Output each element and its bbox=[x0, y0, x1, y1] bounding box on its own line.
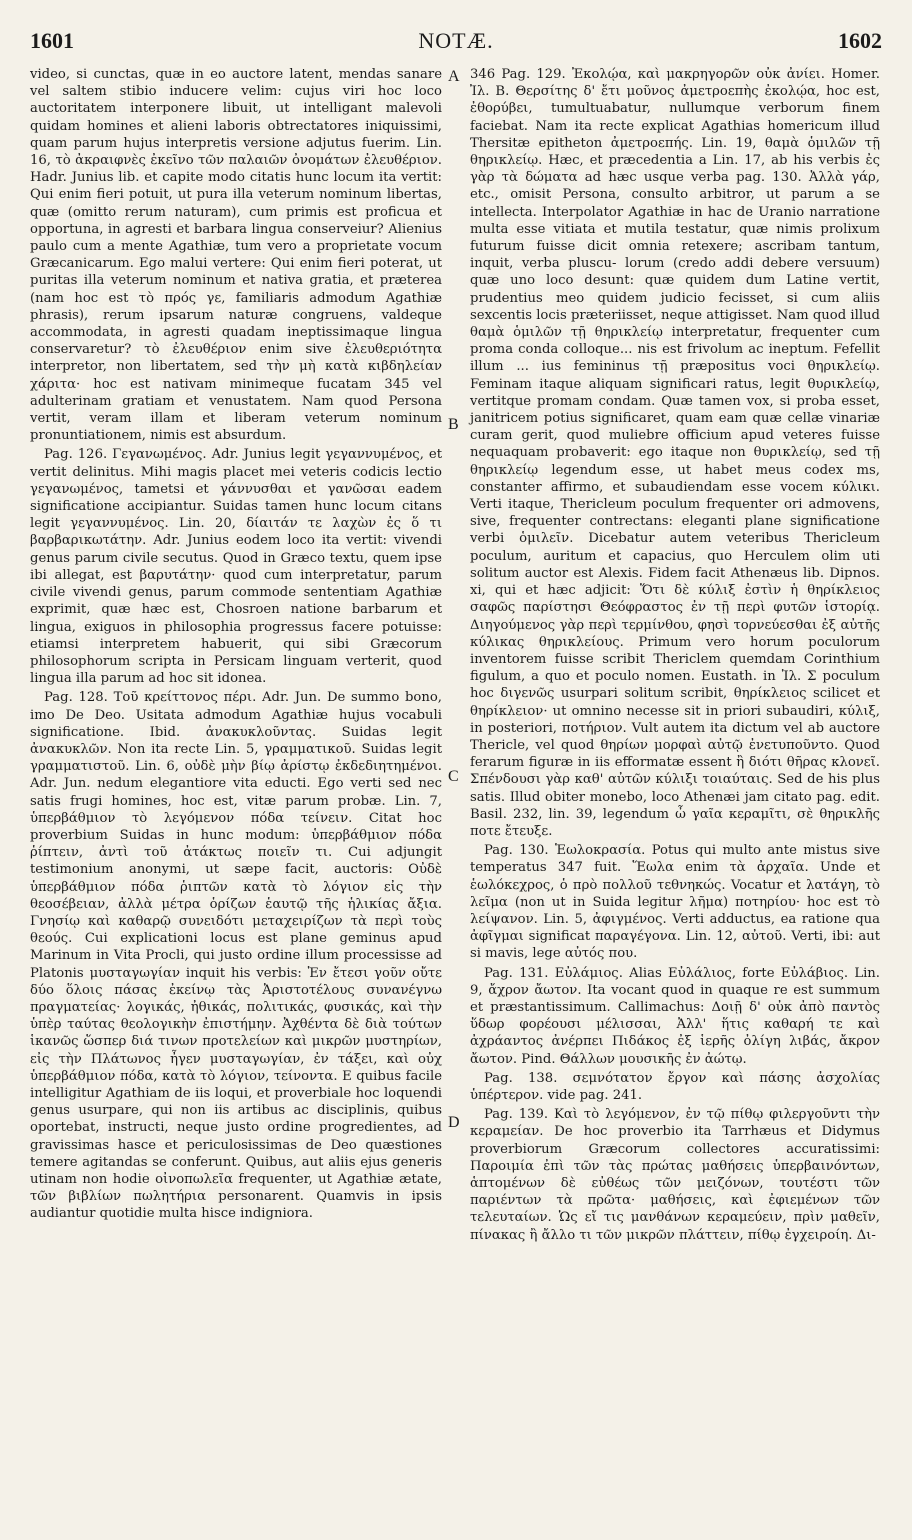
paragraph: Pag. 139. Καὶ τὸ λεγόμενον, ἐν τῷ πίθῳ φιλεργοῦντι τὴν κεραμείαν. De hoc proverbio ita Tarrhæus et Didymus proverbiorum Græcorum collectores accuratissimi: Παροιμία ἐπὶ τῶν τὰς πρώτας μαθήσεις ὑπερβαινόντων, ἁπτομένων δὲ εὐθέως τῶν μειζόνων, τουτέστι τῶν παριέντων τὰ πρῶτα· μαθήσεις, καὶ ἐφιεμένων τῶν τελευταίων. Ὡς εἴ τις μανθάνων κεραμεύειν, πρὶν μαθεῖν, πίνακας ἢ ἄλλο τι τῶν μικρῶν πλάττειν, πίθῳ ἐγχειροίη. Δι- bbox=[470, 1107, 880, 1243]
margin-marker-d: D bbox=[448, 1114, 460, 1131]
paragraph: Pag. 130. Ἑωλοκρασία. Potus qui multo ante mistus sive temperatus 347 fuit. Ἕωλα enim τὰ ἀρχαῖα. Unde et ἑωλόκεχρος, ὁ πρὸ πολλοῦ τεθνηκώς. Vocatur et λατάγη, τὸ λεῖμα (non ut in Suida legitur λῆμα) ποτηρίου· hoc est τὸ λείψανον. Lin. 5, ἀφιγμένος. Verti adductus, ea ratione qua ἀφῖγμαι significat παραγέγονα. Lin. 12, αὐτοῦ. Verti, ibi: aut si mavis, lege αὐτός που. bbox=[470, 843, 880, 962]
paragraph: video, si cunctas, quæ in eo auctore latent, mendas sanare vel saltem stibio inducere velim: cujus viri hoc loco auctoritatem interponere libuit, ut intelligant malevoli quidam homines et alieni laboris obtrectatores iniquissimi, quam parum hujus interpretis versione adjutus fuerim. Lin. 16, τὸ ἀκραιφνὲς ἐκεῖνο τῶν παλαιῶν ὀνομάτων ἐλευθέριον. Hadr. Junius lib. et capite modo citatis hunc locum ita vertit: Qui enim fieri potuit, ut pura illa veterum nominum libertas, quæ (omitto rerum naturam), cum primis est proficua et opportuna, in agresti et barbara lingua conserveiur? Alienius paulo cum a mente Agathiæ, tum vero a proprietate vocum Græcanicarum. Ego malui vertere: Qui enim fieri poterat, ut puritas illa veterum nominum et nativa gratia, et præterea (nam hoc est τὸ πρός γε, familiaris admodum Agathiæ phrasis), rerum ipsarum naturæ congruens, valdeque accommodata, in agresti quadam ineptissimaque lingua conservaretur? τὸ ἐλευθέριον enim sive ἐλευθεριότητα interpretor, non libertatem, sed τὴν μὴ κατὰ κιβδηλείαν χάριτα· hoc est nativam minimeque fucatam 345 vel adulterinam gratiam et venustatem. Nam quod Persona vertit, veram illam et liberam veterum nominum pronuntiationem, nimis est absurdum. bbox=[30, 67, 442, 444]
paragraph: Pag. 126. Γεγανωμένος. Adr. Junius legit γεγαννυμένος, et vertit delinitus. Mihi magis placet mei veteris codicis lectio γεγανωμένος, tametsi et γάννυσθαι et γανῶσαι eadem significatione accipiantur. Suidas tamen hunc locum citans legit γεγαννυμένος. Lin. 20, δίαιτάν τε λαχὼν ἐς ὅ τι βαρβαρικωτάτην. Adr. Junius eodem loco ita vertit: vivendi genus parum civile secutus. Quod in Græco textu, quem ipse ibi allegat, est βαρυτάτην· quod cum interpretatur, parum civile vivendi genus, parum commode sententiam Agathiæ exprimit, quæ hæc est, Chosroen natione barbarum et lingua, exiguos in philosophia progressus facere potuisse: etiamsi interpretem habuerit, qui sibi Græcorum philosophorum scripta in Persicam linguam verterit, quod lingua illa parum ad hoc sit idonea. bbox=[30, 447, 442, 687]
paragraph: Pag. 131. Εὐλάμιος. Alias Εὐλάλιος, forte Εὐλάβιος. Lin. 9, ἄχρον ἄωτον. Ita vocant quod in quaque re est summum et præstantissimum. Callimachus: Δοιῇ δ' οὐκ ἀπὸ παντὸς ὕδωρ φορέουσι μέλισσαι, Ἀλλ' ἥτις καθαρή τε καὶ ἀχράαντος ἀνέρπει Πιδάκος ἐξ ἱερῆς ὀλίγη λιβάς, ἄκρον ἄωτον. Pind. Θάλλων μουσικῆς ἐν ἀώτῳ. bbox=[470, 965, 880, 1067]
left-column bbox=[30, 66, 442, 1225]
margin-marker-a: A bbox=[448, 68, 460, 85]
paragraph: 346 Pag. 129. Ἐκολῴα, καὶ μακρηγορῶν οὐκ ἀνίει. Homer. Ἰλ. Β. Θερσίτης δ' ἔτι μοῦνος ἀμετροεπὴς ἐκολῴα, hoc est, ἐθορύβει, tumultuabatur, nullumque verborum finem faciebat. Nam ita recte explicat Agathias homericum illud Thersitæ epitheton ἀμετροεπής. Lin. 19, θαμὰ ὁμιλῶν τῇ θηρικλείῳ. Hæc, et præcedentia a Lin. 17, ab his verbis ἐς γὰρ τὰ δώματα ad hæc usque verba pag. 130. Ἀλλὰ γάρ, etc., omisit Persona, consulto arbitror, ut parum a se intellecta. Interpolator Agathiæ in hac de Uranio narratione multa esse vitiata et mutila testatur, quæ nimis prolixum futurum fuisse dicit omnia retexere; ascribam tantum, inquit, verba pluscu- lorum (credo addi debere versuum) quæ uno loco desunt: quæ quidem dum Latine vertit, prudentius meo quidem judicio fecisset, si cum aliis sexcentis locis præteriisset, neque attigisset. Nam quod illud θαμὰ ὁμιλῶν τῇ θηρικλείῳ interpretatur, frequenter cum proma conda colloque... nis est frivolum ac ineptum. Fefellit illum ... ius femininus τῇ præpositus voci θηρικλείῳ. Feminam itaque aliquam significari ratus, legit θυρικλείῳ, vertitque promam condam. Quæ tamen vox, si proba esset, janitricem potius significaret, quam eam quæ cellæ vinariæ curam gerit, quod muliebre officium apud veteres fuisse nequaquam probaverit: ego itaque non θυρικλείῳ, sed τῇ θηρικλείῳ legendum esse, ut habet meus codex ms, constanter affirmo, et subaudiendam esse vocem κύλικι. Verti itaque, Thericleum poculum frequenter ori admovens, sive, frequenter contrectans: eleganti plane significatione verbi ὁμιλεῖν. Dicebatur autem veteribus Thericleum poculum, auritum et capacius, quo Herculem olim uti solitum auctor est Alexis. Fidem facit Athenæus lib. Dipnos. xi, qui et hæc adjicit: Ὅτι δὲ κύλιξ ἐστὶν ἡ θηρίκλειος σαφῶς παρίστησι Θεόφραστος ἐν τῇ περὶ φυτῶν ἱστορίᾳ. Διηγούμενος γὰρ περὶ τερμίνθου, φησὶ τορνεύεσθαι ἐξ αὐτῆς κύλικας θηρικλείους. Primum vero horum poculorum inventorem fuisse scribit Thericlem quemdam Corinthium figulum, a quo et poculo nomen. Eustath. in Ἰλ. Σ poculum hoc διγενῶς usurpari solitum scribit, θηρίκλειος scilicet et θηρίκλειον· ut omnino necesse sit in priori subaudiri, κύλιξ, in posteriori, ποτήριον. Vult autem ita dictum vel ab auctore Thericle, vel quod θηρίων μορφαὶ αὐτῷ ἐνετυποῦντο. Quod ferarum figuræ in iis efformatæ essent ἢ διότι θῆρας κλονεῖ. Σπένδουσι γὰρ καθ' αὐτῶν κύλιξι τοιαύταις. Sed de his plus satis. Illud obiter monebo, loco Athenæi jam citato pag. edit. Basil. 232, lin. 39, legendum ὦ γαῖα κεραμῖτι, σὲ θηρικλῆς ποτε ἔτευξε. bbox=[470, 67, 880, 839]
right-page-number: 1602 bbox=[838, 28, 882, 53]
paragraph: Pag. 138. σεμνότατον ἔργον καὶ πάσης ἀσχολίας ὑπέρτερον. vide pag. 241. bbox=[470, 1070, 880, 1103]
right-column bbox=[470, 66, 880, 1246]
page-header bbox=[30, 28, 882, 62]
margin-marker-c: C bbox=[448, 768, 459, 785]
paragraph: Pag. 128. Τοῦ κρείττονος πέρι. Adr. Jun. De summo bono, imo De Deo. Usitata admodum Agathiæ hujus vocabuli significatione. Ibid. ἀνακυκλοῦντας. Suidas legit ἀνακυκλῶν. Non ita recte Lin. 5, γραμματικοῦ. Suidas legit γραμματιστοῦ. Lin. 6, οὐδὲ μὴν βίῳ ἀρίστῳ ἐκδεδιητημένοι. Adr. Jun. nedum elegantiore vita educti. Ego verti sed nec satis frugi homines, hoc est, vitæ parum probæ. Lin. 7, ὑπερβάθμιον τὸ λεγόμενον πόδα τείνειν. Citat hoc proverbium Suidas in hunc modum: ὑπερβάθμιον πόδα ῥίπτειν, ἀντὶ τοῦ ἀτάκτως ποιεῖν τι. Cui adjungit testimonium anonymi, ut sæpe facit, auctoris: Οὐδὲ ὑπερβάθμιον πόδα ῥιπτῶν κατὰ τὸ λόγιον εἰς τὴν θεοσέβειαν, ἀλλὰ μέτρα ὁρίζων ἑαυτῷ τῆς ἡλικίας ἄξια. Γνησίῳ καὶ καθαρῷ συνειδότι μεταχειρίζων τὰ περὶ τοὺς θεούς. Cui explicationi locus est plane geminus apud Marinum in Vita Procli, qui justo ordine illum processisse ad Platonis μυσταγωγίαν inquit his verbis: Ἐν ἔτεσι γοῦν οὔτε δύο ὅλοις πάσας ἐκείνῳ τὰς Ἀριστοτέλους συνανέγνω πραγματείας· λογικάς, ἠθικάς, πολιτικάς, φυσικάς, καὶ τὴν ὑπὲρ ταύτας θεολογικὴν ἐπιστήμην. Ἀχθέντα δὲ διὰ τούτων ἱκανῶς ὥσπερ διά τινων προτελείων καὶ μικρῶν μυστηρίων, εἰς τὴν Πλάτωνος ἦγεν μυσταγωγίαν, ἐν τάξει, καὶ οὐχ ὑπερβάθμιον πόδα, κατὰ τὸ λόγιον, τείνοντα. E quibus facile intelligitur Agathiam de iis loqui, et proverbiale hoc loquendi genus usurpare, qui non iis artibus ac disciplinis, quibus oportebat, instructi, neque justo ordine progredientes, ad gravissimas hasce et periculosissimas de Deo quæstiones temere agitandas se conferunt. Quibus, aut aliis ejus generis utinam non hodie οἰνοπωλεῖα frequenter, ut Agathiæ ætate, τῶν βιβλίων πωλητήρια personarent. Quamvis in ipsis audiantur quotidie multa hisce indigniora. bbox=[30, 690, 442, 1222]
left-page-number: 1601 bbox=[30, 28, 74, 53]
margin-marker-b: B bbox=[448, 416, 459, 433]
page-title: NOTÆ. bbox=[418, 28, 494, 53]
